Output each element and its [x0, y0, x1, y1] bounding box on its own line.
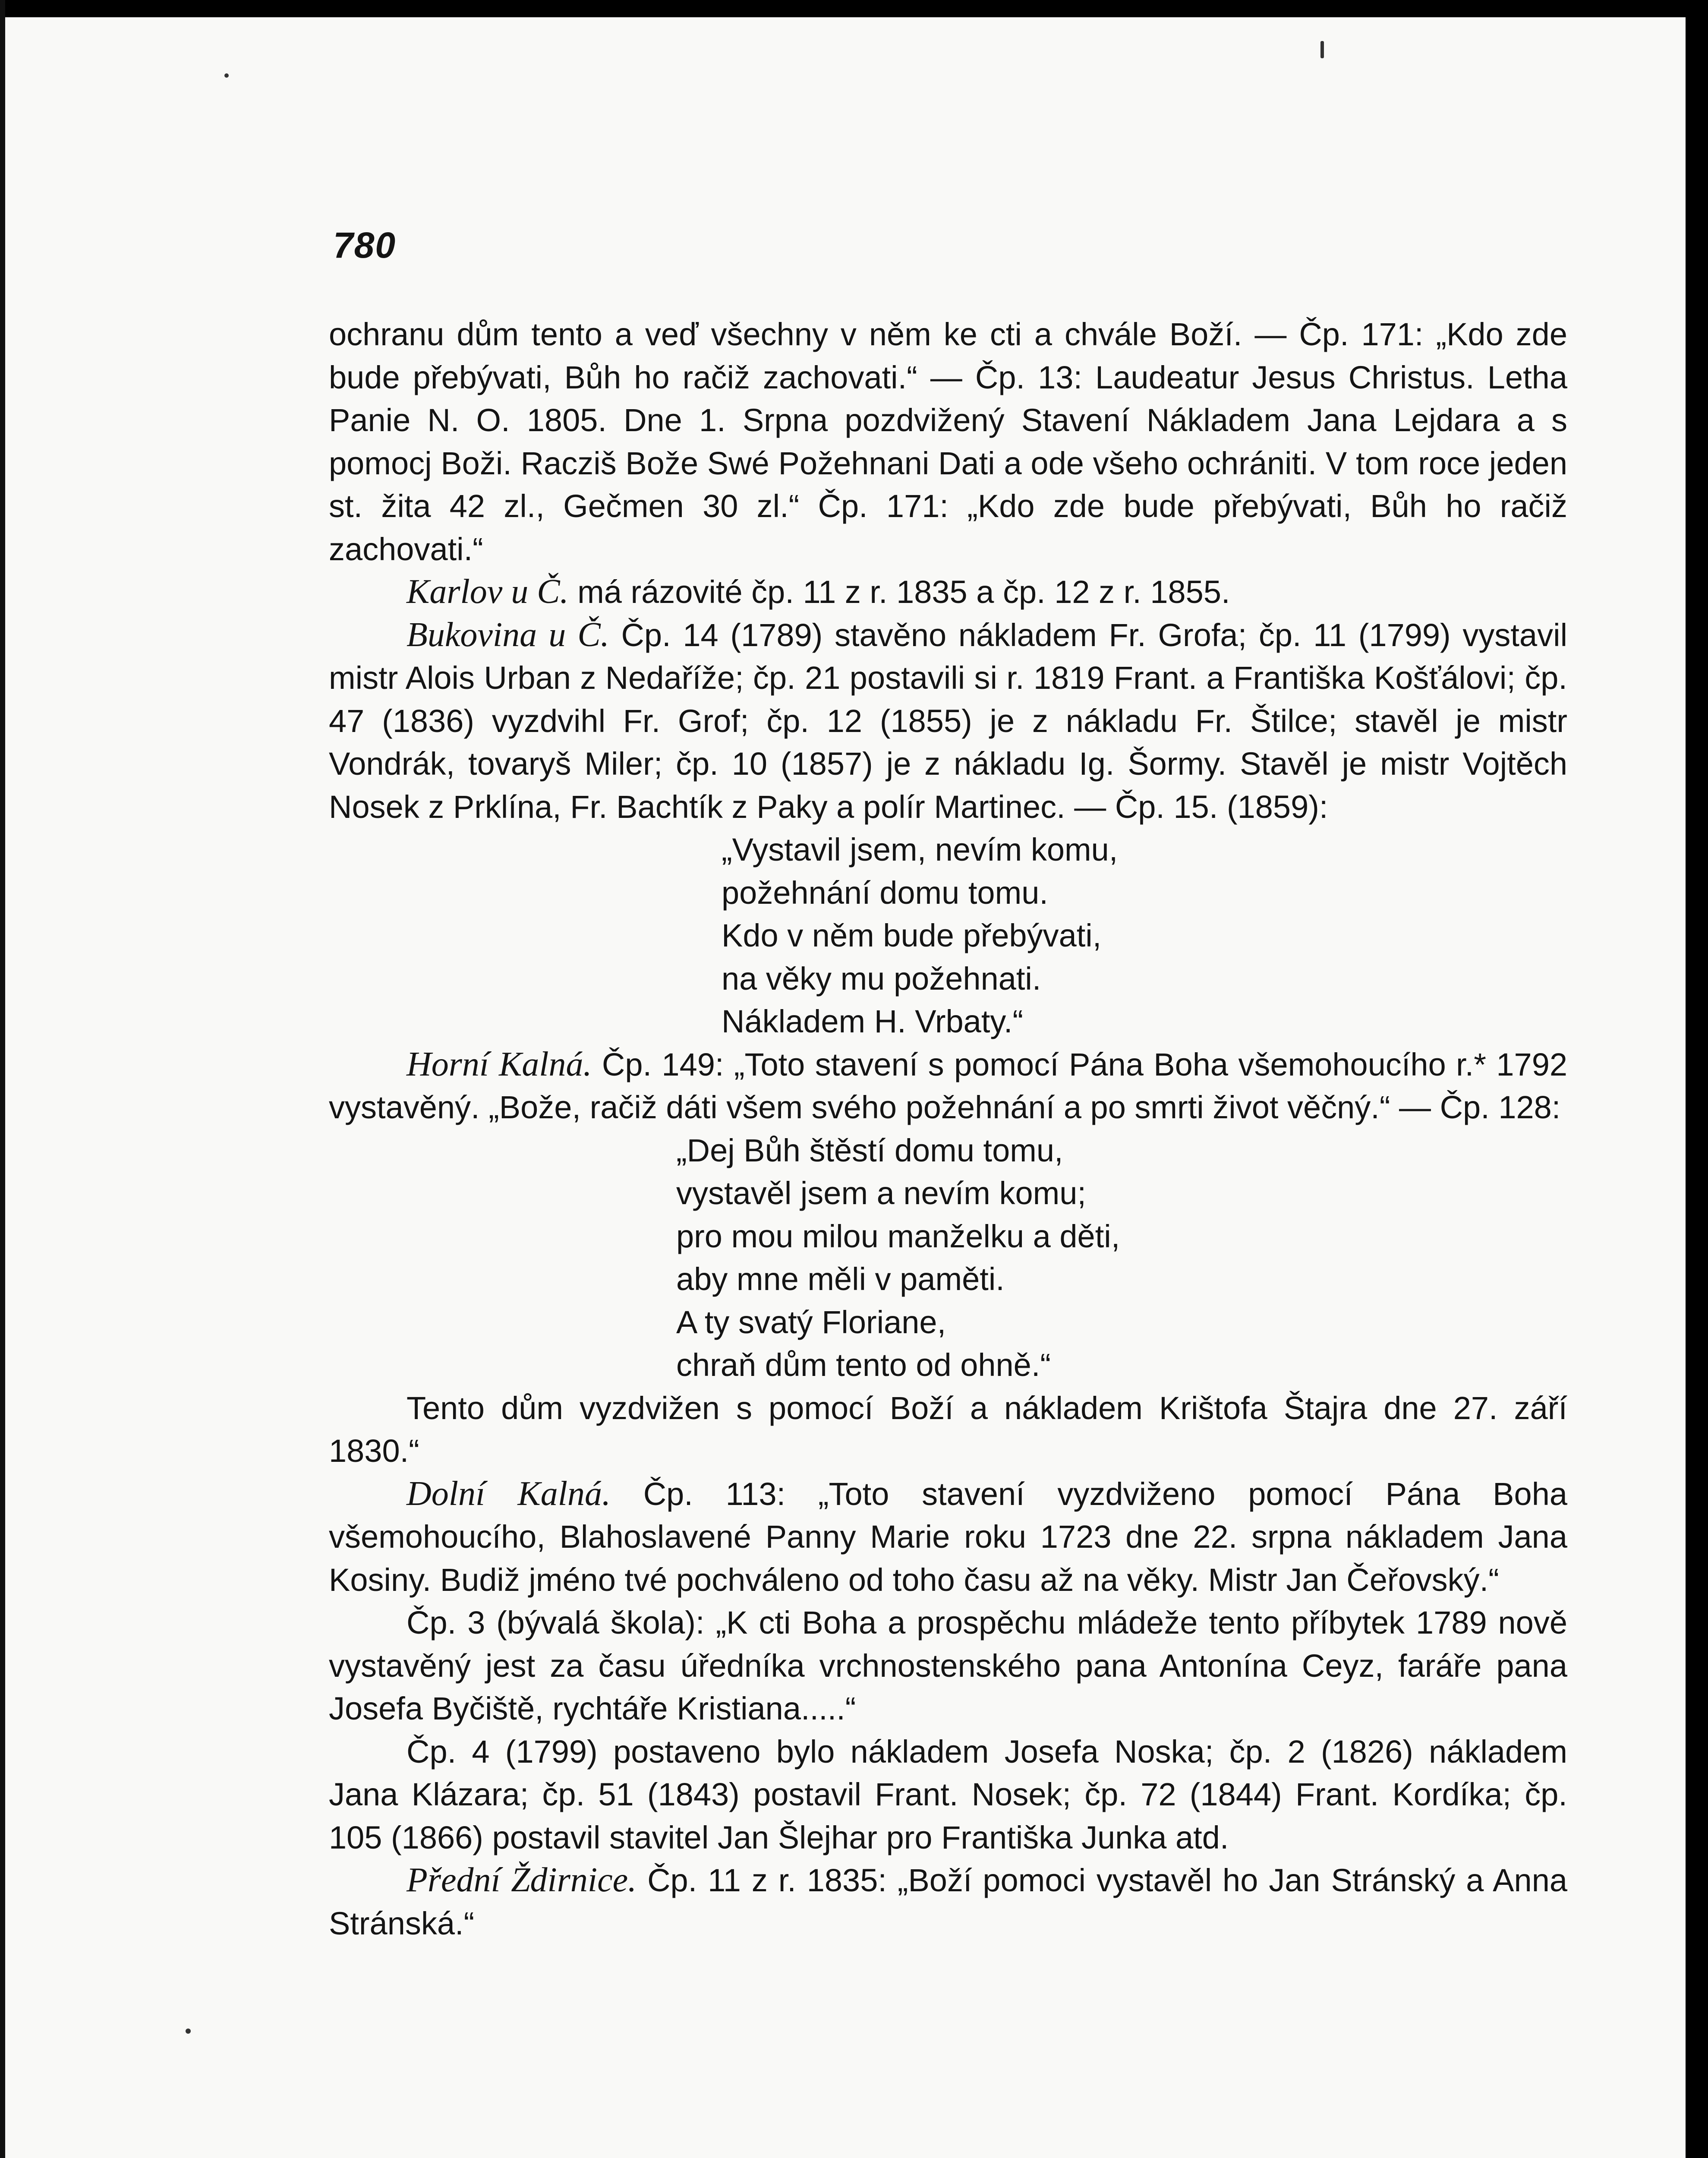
verse-line: „Dej Bůh štěstí domu tomu,: [676, 1132, 1063, 1168]
paragraph-cp3: Čp. 3 (bývalá škola): „K cti Boha a prospěchu mládeže tento příbytek 1789 nově vystavěný jest za času úředníka vrchnostenského pana Antonína Ceyz, faráře pana Josefa Byčiště, rychtáře Kristiana.....“: [329, 1605, 1567, 1726]
verse-line: aby mne měli v paměti.: [676, 1261, 1005, 1297]
scan-speck: [186, 2029, 191, 2034]
place-name: Horní Kalná.: [407, 1045, 592, 1083]
verse-line: Kdo v něm bude přebývati,: [722, 918, 1102, 953]
verse-block-2: [329, 1129, 1567, 1387]
place-name: Přední Ždirnice.: [407, 1861, 637, 1899]
verse-line: chraň dům tento od ohně.“: [676, 1347, 1051, 1383]
paragraph-horni-kalna: [329, 1043, 1567, 1129]
page-body: [329, 313, 1567, 1945]
verse-line: vystavěl jsem a nevím komu;: [676, 1175, 1086, 1211]
place-name: Karlov u Č.: [407, 573, 569, 611]
verse-line: Nákladem H. Vrbaty.“: [722, 1003, 1024, 1039]
paragraph-cp4: Čp. 4 (1799) postaveno bylo nákladem Josefa Noska; čp. 2 (1826) nákladem Jana Klázara; čp. 51 (1843) postavil Frant. Nosek; čp. 72 (1844) Frant. Kordíka; čp. 105 (1866) postavil stavitel Jan Šlejhar pro Františka Junka atd.: [329, 1733, 1567, 1855]
scan-border-left: [0, 0, 5, 2158]
scan-border-top: [0, 0, 1708, 17]
paragraph-text: Čp. 11 z r. 1835: „Boží pomoci vystavěl ho Jan Stránský a Anna Stránská.“: [329, 1862, 1568, 1941]
paragraph-text: má rázovité čp. 11 z r. 1835 a čp. 12 z r. 1855.: [568, 574, 1230, 610]
place-name: Dolní Kalná.: [407, 1474, 611, 1513]
scan-speck: [224, 73, 229, 78]
paragraph-text: Čp. 14 (1789) stavěno nákladem Fr. Grofa; čp. 11 (1799) vystavil mistr Alois Urban z Nedaříže; čp. 21 postavili si r. 1819 Frant. a Františka Košťálovi; čp. 47 (1836) vyzdvihl Fr. Grof; čp. 12 (1855) je z nákladu Fr. Štilce; stavěl je mistr Vondrák, tovaryš Miler; čp. 10 (1857) je z nákladu Ig. Šormy. Stavěl je mistr Vojtěch Nosek z Prklína, Fr. Bachtík z Paky a polír Martinec. — Čp. 15. (1859):: [329, 617, 1568, 825]
verse-line: pro mou milou manželku a děti,: [676, 1218, 1120, 1254]
verse-block-1: [329, 828, 1567, 1043]
verse-line: A ty svatý Floriane,: [676, 1304, 946, 1340]
place-name: Bukovina u Č.: [407, 615, 609, 654]
scan-speck: [1320, 41, 1324, 58]
paragraph-text: Čp. 113: „Toto stavení vyzdviženo pomocí Pána Boha všemohoucího, Blahoslavené Panny Marie roku 1723 dne 22. srpna nákladem Jana Kosiny. Budiž jméno tvé pochváleno od toho času až na věky. Mistr Jan Čeřovský.“: [329, 1476, 1567, 1598]
verse-line: na věky mu požehnati.: [722, 960, 1041, 997]
verse-line: požehnání domu tomu.: [722, 874, 1048, 911]
paragraph-text: Čp. 149: „Toto stavení s pomocí Pána Boha všemohoucího r.* 1792 vystavěný. „Bože, račiž dáti všem svého požehnání a po smrti život věčný.“ — Čp. 128:: [329, 1046, 1568, 1125]
paragraph-karlov: [329, 571, 1567, 614]
verse-line: „Vystavil jsem, nevím komu,: [722, 832, 1118, 868]
paragraph-dolni-kalna: [329, 1473, 1567, 1602]
scan-border-right: [1686, 0, 1708, 2158]
page-number: 780: [333, 225, 397, 265]
paragraph-bukovina: [329, 614, 1567, 829]
paragraph-predni-zdirnice: [329, 1859, 1567, 1945]
paragraph-continuation: ochranu dům tento a veď všechny v něm ke cti a chvále Boží. — Čp. 171: „Kdo zde bude přebývati, Bůh ho račiž zachovati.“ — Čp. 13: Laudeatur Jesus Christus. Letha Panie N. O. 1805. Dne 1. Srpna pozdvižený Stavení Nákladem Jana Lejdara a s pomocj Boži. Racziš Bože Swé Požehnani Dati a ode všeho ochrániti. V tom roce jeden st. žita 42 zl., Gečmen 30 zl.“ Čp. 171: „Kdo zde bude přebývati, Bůh ho račiž zachovati.“: [329, 316, 1567, 567]
paragraph-tento-dum: Tento dům vyzdvižen s pomocí Boží a nákladem Krištofa Štajra dne 27. září 1830.“: [329, 1390, 1567, 1469]
